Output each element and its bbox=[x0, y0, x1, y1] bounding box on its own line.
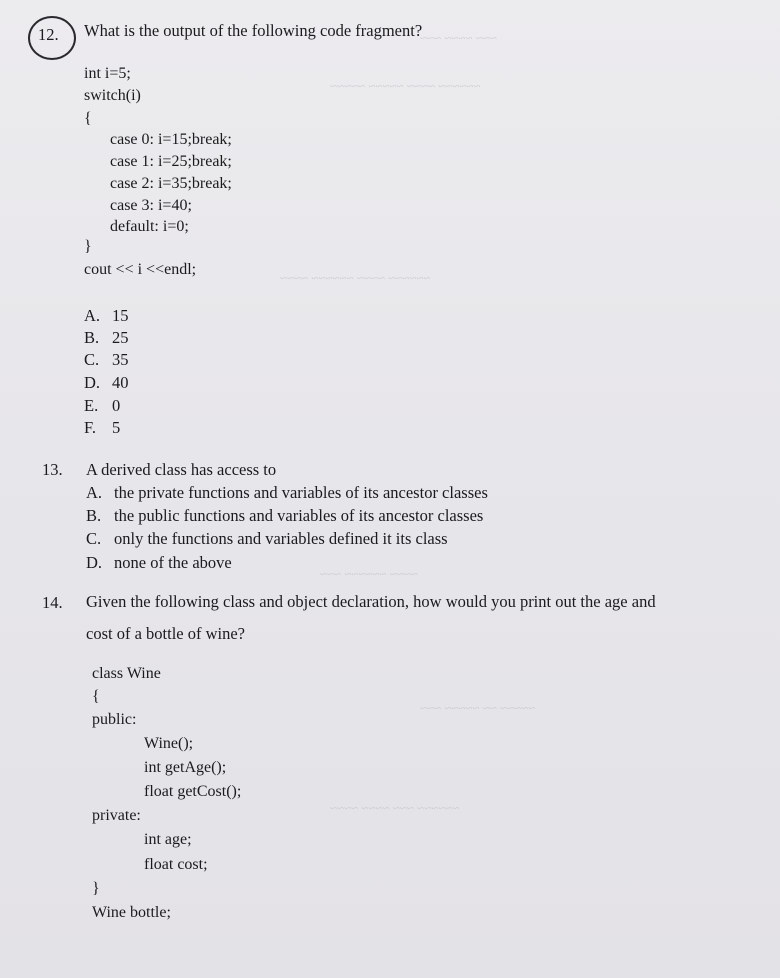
option-text: only the functions and variables defined it its class bbox=[114, 529, 448, 548]
question-text-line-1: Given the following class and object declaration, how would you print out the age and bbox=[86, 592, 656, 611]
option-text: the public functions and variables of its ancestor classes bbox=[114, 506, 484, 525]
option-text: 40 bbox=[112, 373, 129, 392]
code-line: private: bbox=[92, 807, 141, 824]
option-letter: D. bbox=[84, 373, 101, 392]
option-letter: D. bbox=[86, 553, 103, 572]
bleed-through-marks: ~~~ ~~~~ ~~~ bbox=[420, 30, 497, 45]
code-line: public: bbox=[92, 711, 137, 728]
question-text: A derived class has access to bbox=[86, 460, 277, 479]
option-letter: B. bbox=[86, 506, 102, 525]
bleed-through-marks: ~~~~ ~~~~~~ ~~~ bbox=[320, 566, 418, 581]
option-c[interactable] bbox=[86, 529, 448, 549]
option-f[interactable] bbox=[84, 418, 120, 438]
code-line: } bbox=[84, 238, 92, 255]
code-line: cout << i <<endl; bbox=[84, 261, 197, 278]
code-line: case 2: i=35;break; bbox=[110, 175, 232, 192]
code-line: int i=5; bbox=[84, 65, 131, 82]
code-line: { bbox=[92, 688, 100, 705]
option-letter: E. bbox=[84, 396, 99, 415]
option-letter: A. bbox=[84, 306, 101, 325]
option-d[interactable] bbox=[86, 553, 232, 573]
option-c[interactable] bbox=[84, 350, 129, 370]
option-text: the private functions and variables of its ancestor classes bbox=[114, 483, 488, 502]
option-text: 15 bbox=[112, 306, 129, 325]
code-line: case 1: i=25;break; bbox=[110, 153, 232, 170]
code-line: case 0: i=15;break; bbox=[110, 131, 232, 148]
option-text: 35 bbox=[112, 350, 129, 369]
question-text: What is the output of the following code fragment? bbox=[84, 21, 423, 40]
code-line: switch(i) bbox=[84, 87, 141, 104]
code-line: float cost; bbox=[144, 856, 208, 873]
option-letter: C. bbox=[84, 350, 100, 369]
code-line: Wine(); bbox=[144, 735, 194, 752]
option-letter: C. bbox=[86, 529, 102, 548]
code-line: } bbox=[92, 880, 100, 897]
code-line: int age; bbox=[144, 831, 192, 848]
bleed-through-marks: ~~~~~~ ~~~ ~~~~ ~~~~ bbox=[330, 800, 460, 815]
question-number: 12. bbox=[38, 25, 59, 44]
option-letter: F. bbox=[84, 418, 96, 437]
code-line: class Wine bbox=[92, 665, 161, 682]
bleed-through-marks: ~~~~~~ ~~~~ ~~~~~~ ~~~~ bbox=[280, 270, 431, 285]
bleed-through-marks: ~~~~~~ ~~~~ ~~~~~ ~~~~~ bbox=[330, 78, 481, 93]
option-text: 0 bbox=[112, 396, 121, 415]
option-a[interactable] bbox=[86, 483, 488, 503]
code-line: default: i=0; bbox=[110, 218, 189, 235]
code-line: case 3: i=40; bbox=[110, 197, 192, 214]
code-line: int getAge(); bbox=[144, 759, 227, 776]
code-line: { bbox=[84, 110, 92, 127]
option-letter: A. bbox=[86, 483, 103, 502]
question-number: 13. bbox=[42, 460, 63, 479]
option-text: 5 bbox=[112, 418, 121, 437]
question-number: 14. bbox=[42, 593, 63, 612]
bleed-through-marks: ~~~~~ ~~ ~~~~~ ~~~ bbox=[420, 700, 536, 715]
question-text-line-2: cost of a bottle of wine? bbox=[86, 624, 245, 643]
code-line: float getCost(); bbox=[144, 783, 242, 800]
option-a[interactable] bbox=[84, 306, 129, 326]
code-line: Wine bottle; bbox=[92, 904, 171, 921]
option-text: none of the above bbox=[114, 553, 232, 572]
option-b[interactable] bbox=[86, 506, 483, 526]
option-text: 25 bbox=[112, 328, 129, 347]
option-d[interactable] bbox=[84, 373, 129, 393]
option-letter: B. bbox=[84, 328, 100, 347]
option-b[interactable] bbox=[84, 328, 129, 348]
option-e[interactable] bbox=[84, 396, 120, 416]
